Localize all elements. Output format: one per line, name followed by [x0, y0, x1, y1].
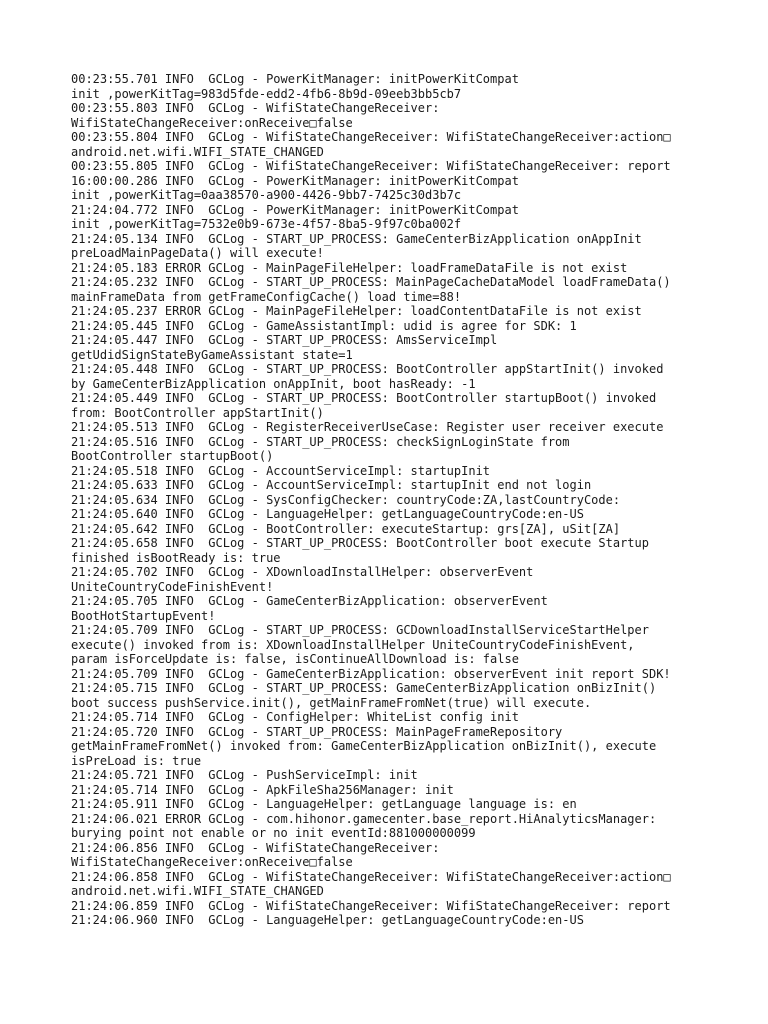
- log-line: mainFrameData from getFrameConfigCache() load time=88!: [71, 289, 462, 304]
- log-line: 21:24:05.445 INFO GCLog - GameAssistantImpl: udid is agree for SDK: 1: [71, 318, 577, 333]
- log-line: 21:24:05.658 INFO GCLog - START_UP_PROCESS: BootController boot execute Startup: [71, 536, 649, 550]
- log-line: getMainFrameFromNet() invoked from: GameCenterBizApplication onBizInit(), execute: [71, 739, 657, 753]
- log-line: getUdidSignStateByGameAssistant state=1: [71, 347, 353, 362]
- log-line: 21:24:05.705 INFO GCLog - GameCenterBizApplication: observerEvent: [71, 594, 548, 608]
- log-line: 21:24:05.714 INFO GCLog - ApkFileSha256Manager: init: [71, 782, 454, 797]
- log-line: 21:24:05.640 INFO GCLog - LanguageHelper: getLanguageCountryCode:en-US: [71, 507, 584, 521]
- log-line: param isForceUpdate is: false, isContinueAllDownload is: false: [71, 652, 519, 666]
- log-line: 00:23:55.804 INFO GCLog - WifiStateChangeReceiver: WifiStateChangeReceiver:action□: [71, 130, 671, 144]
- log-line: 00:23:55.803 INFO GCLog - WifiStateChangeReceiver:: [71, 101, 440, 115]
- log-line: 21:24:05.702 INFO GCLog - XDownloadInstallHelper: observerEvent: [71, 565, 534, 579]
- log-line: 21:24:05.633 INFO GCLog - AccountServiceImpl: startupInit end not login: [71, 478, 592, 492]
- log-line: WifiStateChangeReceiver:onReceive□false: [71, 115, 353, 130]
- log-line: 21:24:05.447 INFO GCLog - START_UP_PROCESS: AmsServiceImpl: [71, 333, 498, 347]
- log-line: BootController startupBoot(): [71, 449, 274, 463]
- log-line: 21:24:05.134 INFO GCLog - START_UP_PROCESS: GameCenterBizApplication onAppInit: [71, 231, 642, 246]
- log-line: 00:23:55.701 INFO GCLog - PowerKitManager: initPowerKitCompat: [71, 72, 519, 86]
- log-line: execute() invoked from is: XDownloadInstallHelper UniteCountryCodeFinishEvent,: [71, 637, 635, 652]
- log-line: init ,powerKitTag=0aa38570-a900-4426-9bb7-7425c30d3b7c: [71, 188, 462, 202]
- log-line: 21:24:05.448 INFO GCLog - START_UP_PROCESS: BootController appStartInit() invoked: [71, 362, 664, 376]
- log-line: 21:24:05.642 INFO GCLog - BootController: executeStartup: grs[ZA], uSit[ZA]: [71, 521, 621, 536]
- log-line: 21:24:05.709 INFO GCLog - GameCenterBizApplication: observerEvent init report SDK!: [71, 666, 671, 681]
- log-line: 21:24:05.709 INFO GCLog - START_UP_PROCESS: GCDownloadInstallServiceStartHelper: [71, 623, 649, 637]
- log-line: by GameCenterBizApplication onAppInit, boot hasReady: -1: [71, 376, 476, 391]
- log-line: 21:24:05.714 INFO GCLog - ConfigHelper: WhiteList config init: [71, 710, 519, 724]
- log-line: 21:24:04.772 INFO GCLog - PowerKitManager: initPowerKitCompat: [71, 202, 519, 217]
- log-line: 21:24:05.183 ERROR GCLog - MainPageFileHelper: loadFrameDataFile is not exist: [71, 260, 628, 275]
- log-line: 21:24:05.232 INFO GCLog - START_UP_PROCESS: MainPageCacheDataModel loadFrameData(): [71, 275, 671, 289]
- log-line: from: BootController appStartInit(): [71, 405, 324, 420]
- log-line: boot success pushService.init(), getMainFrameFromNet(true) will execute.: [71, 695, 592, 710]
- log-line: 21:24:06.858 INFO GCLog - WifiStateChangeReceiver: WifiStateChangeReceiver:action□: [71, 869, 671, 884]
- log-line: 21:24:05.634 INFO GCLog - SysConfigChecker: countryCode:ZA,lastCountryCode:: [71, 492, 621, 507]
- log-line: 21:24:06.960 INFO GCLog - LanguageHelper: getLanguageCountryCode:en-US: [71, 913, 584, 927]
- log-line: 21:24:06.859 INFO GCLog - WifiStateChangeReceiver: WifiStateChangeReceiver: report: [71, 898, 671, 913]
- log-line: preLoadMainPageData() will execute!: [71, 246, 324, 260]
- log-line: 21:24:06.856 INFO GCLog - WifiStateChangeReceiver:: [71, 840, 440, 855]
- log-line: init ,powerKitTag=983d5fde-edd2-4fb6-8b9d-09eeb3bb5cb7: [71, 86, 462, 101]
- log-line: 21:24:05.513 INFO GCLog - RegisterReceiverUseCase: Register user receiver execute: [71, 420, 664, 434]
- log-line: android.net.wifi.WIFI_STATE_CHANGED: [71, 144, 324, 159]
- log-line: WifiStateChangeReceiver:onReceive□false: [71, 855, 353, 869]
- log-line: isPreLoad is: true: [71, 753, 202, 768]
- log-line: android.net.wifi.WIFI_STATE_CHANGED: [71, 884, 324, 898]
- log-line: 00:23:55.805 INFO GCLog - WifiStateChangeReceiver: WifiStateChangeReceiver: report: [71, 159, 671, 173]
- log-line: 21:24:05.720 INFO GCLog - START_UP_PROCESS: MainPageFrameRepository: [71, 724, 563, 739]
- log-line: finished isBootReady is: true: [71, 550, 281, 565]
- log-line: 21:24:05.911 INFO GCLog - LanguageHelper: getLanguage language is: en: [71, 797, 577, 811]
- log-line: 21:24:05.721 INFO GCLog - PushServiceImpl: init: [71, 768, 418, 782]
- log-line: 21:24:05.516 INFO GCLog - START_UP_PROCESS: checkSignLoginState from: [71, 434, 570, 449]
- log-line: 21:24:06.021 ERROR GCLog - com.hihonor.gamecenter.base_report.HiAnalyticsManager:: [71, 811, 657, 826]
- log-line: burying point not enable or no init eventId:881000000099: [71, 826, 476, 840]
- log-text-view: [71, 72, 761, 928]
- log-line: 21:24:05.518 INFO GCLog - AccountServiceImpl: startupInit: [71, 463, 491, 478]
- log-line: 21:24:05.237 ERROR GCLog - MainPageFileHelper: loadContentDataFile is not exist: [71, 304, 642, 318]
- log-line: UniteCountryCodeFinishEvent!: [71, 579, 274, 594]
- log-line: BootHotStartupEvent!: [71, 608, 216, 623]
- log-line: 16:00:00.286 INFO GCLog - PowerKitManager: initPowerKitCompat: [71, 173, 519, 188]
- log-line: 21:24:05.449 INFO GCLog - START_UP_PROCESS: BootController startupBoot() invoked: [71, 391, 657, 405]
- log-line: 21:24:05.715 INFO GCLog - START_UP_PROCESS: GameCenterBizApplication onBizInit(): [71, 681, 657, 695]
- log-line: init ,powerKitTag=7532e0b9-673e-4f57-8ba5-9f97c0ba002f: [71, 217, 462, 231]
